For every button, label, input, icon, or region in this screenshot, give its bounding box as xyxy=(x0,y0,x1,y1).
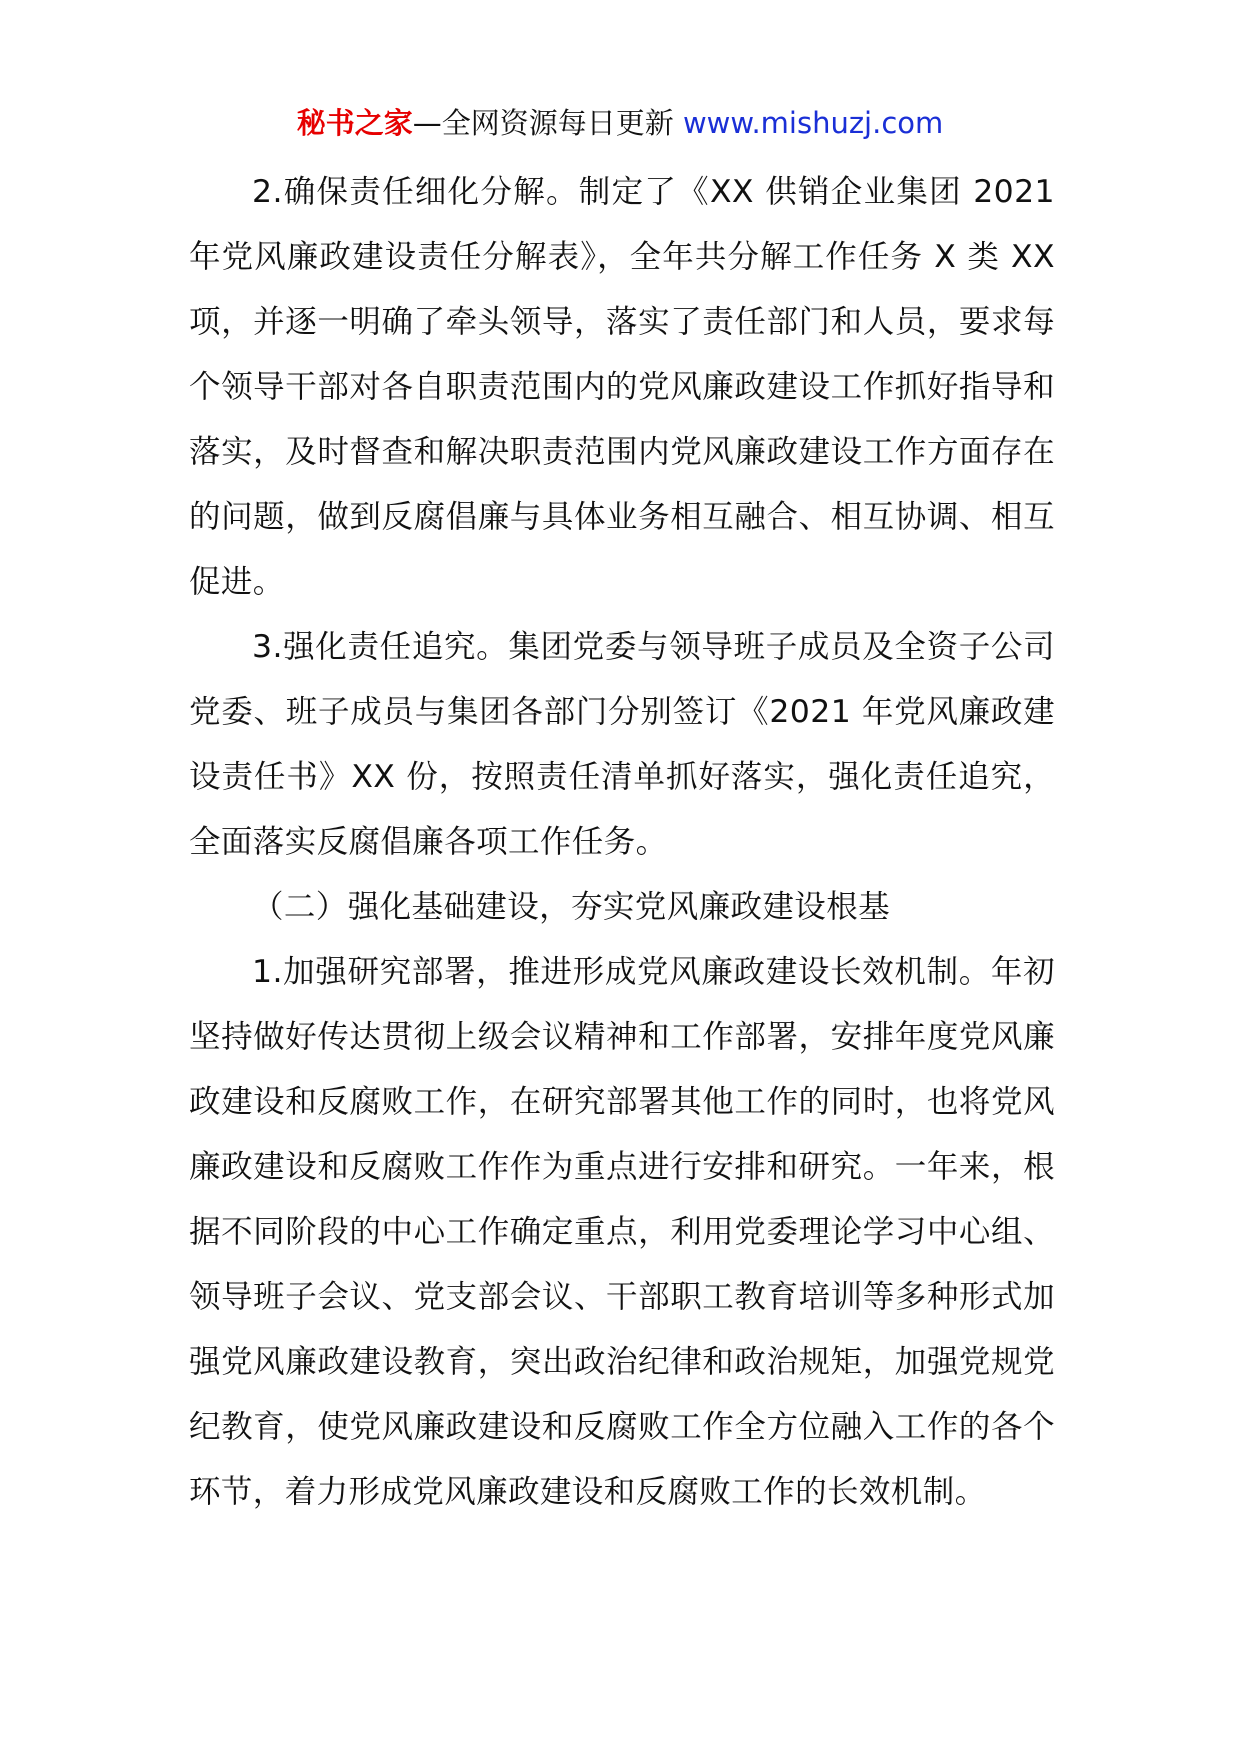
header-brand: 秘书之家 xyxy=(296,106,413,140)
paragraph-research-deployment: 1.加强研究部署，推进形成党风廉政建设长效机制。年初坚持做好传达贯彻上级会议精神和工作部署，安排年度党风廉政建设和反腐败工作，在研究部署其他工作的同时，也将党风廉政建设和反腐败工作作为重点进行安排和研究。一年来，根据不同阶段的中心工作确定重点，利用党委理论学习中心组、领导班子会议、党支部会议、干部职工教育培训等多种形式加强党风廉政建设教育，突出政治纪律和政治规矩，加强党规党纪教育，使党风廉政建设和反腐败工作全方位融入工作的各个环节，着力形成党风廉政建设和反腐败工作的长效机制。 xyxy=(189,954,1055,1510)
paragraph-responsibility-breakdown: 2.确保责任细化分解。制定了《XX 供销企业集团 2021 年党风廉政建设责任分解表》，全年共分解工作任务 X 类 XX 项，并逐一明确了牵头领导，落实了责任部门和人员，要求每个领导干部对各自职责范围内的党风廉政建设工作抓好指导和落实，及时督查和解决职责范围内党风廉政建设工作方面存在的问题，做到反腐倡廉与具体业务相互融合、相互协调、相互促进。 xyxy=(189,174,1055,600)
header-url-link[interactable]: www.mishuzj.com xyxy=(682,106,944,140)
document-body xyxy=(189,160,1055,1525)
page-header xyxy=(0,103,1240,143)
header-tagline: —全网资源每日更新 xyxy=(412,106,674,140)
section-heading-foundation: （二）强化基础建设，夯实党风廉政建设根基 xyxy=(252,889,891,925)
paragraph-accountability: 3.强化责任追究。集团党委与领导班子成员及全资子公司党委、班子成员与集团各部门分别签订《2021 年党风廉政建设责任书》XX 份，按照责任清单抓好落实，强化责任追究，全面落实反腐倡廉各项工作任务。 xyxy=(189,629,1055,860)
